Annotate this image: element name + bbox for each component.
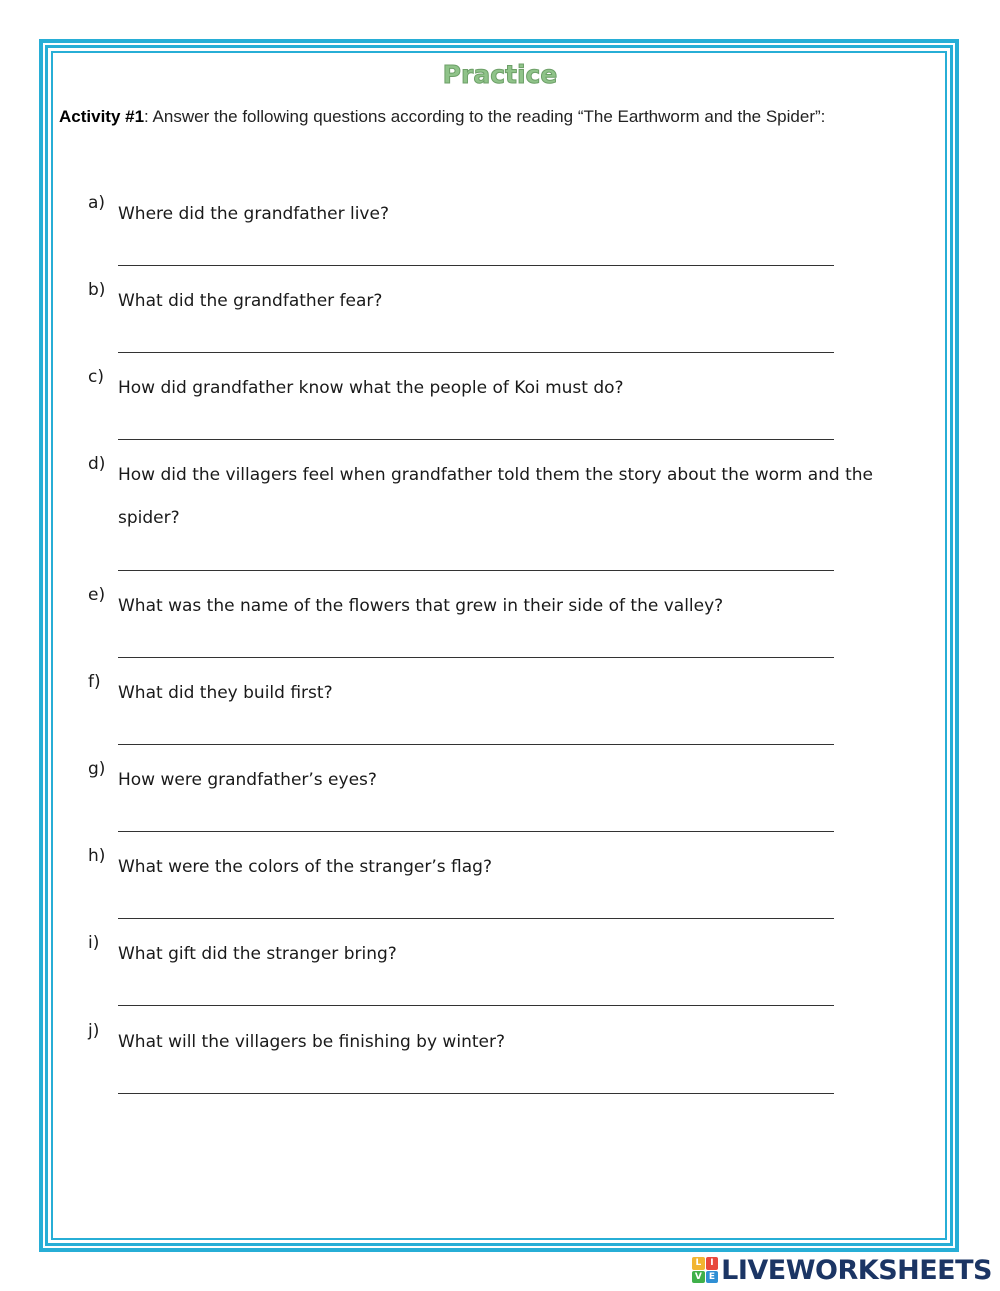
- answer-line-e[interactable]: [118, 657, 834, 658]
- answer-line-b[interactable]: [118, 352, 834, 353]
- question-text: What was the name of the flowers that grew in their side of the valley?: [118, 596, 724, 616]
- answer-line-d[interactable]: [118, 570, 834, 571]
- answer-line-h[interactable]: [118, 918, 834, 919]
- logo-text: LIVEWORKSHEETS: [721, 1254, 992, 1286]
- activity-label: Activity #1: [59, 107, 145, 126]
- question-letter: b): [88, 280, 106, 300]
- page-title: Practice: [442, 60, 558, 89]
- logo-letter: I: [706, 1257, 719, 1270]
- activity-instructions: [59, 105, 899, 129]
- question-text: Where did the grandfather live?: [118, 204, 389, 224]
- question-letter: a): [88, 193, 106, 213]
- logo-letter: E: [706, 1271, 719, 1284]
- activity-text: : Answer the following questions according to the reading “The Earthworm and the Spider”:: [144, 107, 826, 126]
- answer-line-c[interactable]: [118, 439, 834, 440]
- question-text: What will the villagers be finishing by winter?: [118, 1032, 505, 1052]
- liveworksheets-logo: [692, 1253, 992, 1287]
- question-letter: e): [88, 585, 106, 605]
- question-letter: g): [88, 759, 106, 779]
- question-letter: c): [88, 367, 104, 387]
- logo-letter: L: [692, 1257, 705, 1270]
- question-text: What did the grandfather fear?: [118, 291, 383, 311]
- question-letter: f): [88, 672, 101, 692]
- question-letter: i): [88, 933, 100, 953]
- question-text: What did they build first?: [118, 683, 333, 703]
- question-text: How were grandfather’s eyes?: [118, 770, 377, 790]
- answer-line-g[interactable]: [118, 831, 834, 832]
- question-letter: h): [88, 846, 106, 866]
- question-text: What gift did the stranger bring?: [118, 944, 397, 964]
- question-letter: d): [88, 454, 106, 474]
- answer-line-j[interactable]: [118, 1093, 834, 1094]
- answer-line-i[interactable]: [118, 1005, 834, 1006]
- answer-line-a[interactable]: [118, 265, 834, 266]
- question-text: How did grandfather know what the people of Koi must do?: [118, 378, 624, 398]
- question-letter: j): [88, 1021, 100, 1041]
- question-text: What were the colors of the stranger’s flag?: [118, 857, 492, 877]
- logo-letter: V: [692, 1271, 705, 1284]
- answer-line-f[interactable]: [118, 744, 834, 745]
- question-text: How did the villagers feel when grandfather told them the story about the worm and the spider?: [118, 465, 873, 528]
- logo-mark-icon: [692, 1257, 718, 1283]
